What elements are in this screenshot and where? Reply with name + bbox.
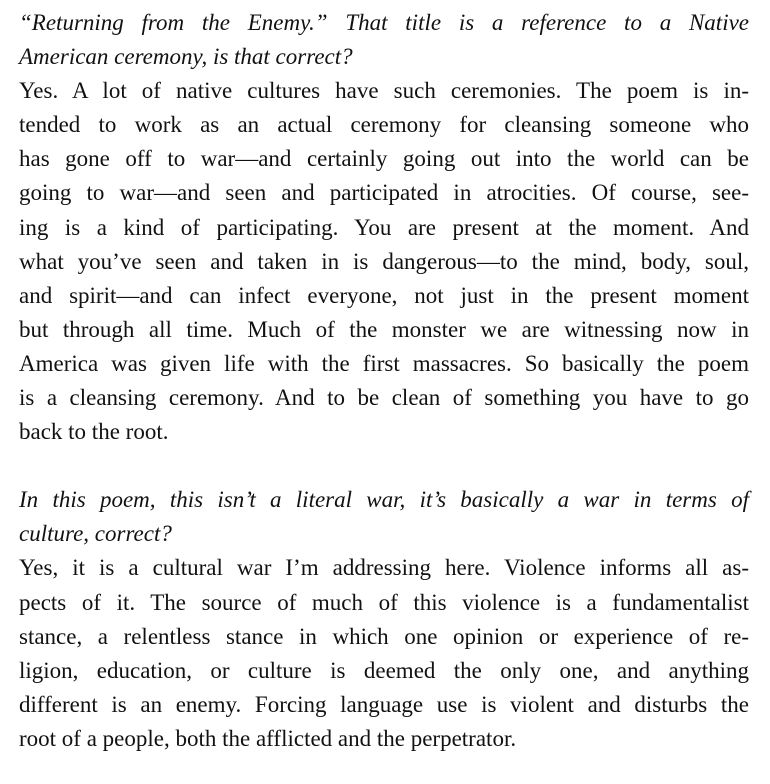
answer-line: ligion, education, or culture is deemed the only one, and anything: [19, 657, 749, 683]
question-line: In this poem, this isn’t a literal war, it’s basically a war in terms of: [19, 487, 749, 513]
answer-line: tended to work as an actual ceremony for cleansing someone who: [19, 112, 749, 138]
answer-line: going to war—and seen and participated in atrocities. Of course, see-: [19, 180, 749, 206]
answer-line: but through all time. Much of the monster we are witnessing now in: [19, 316, 749, 342]
answer-line: back to the root.: [19, 419, 169, 445]
question-line: “Returning from the Enemy.” That title is a reference to a Native: [19, 10, 749, 35]
answer: [19, 74, 749, 449]
qa-block-2: [19, 483, 749, 756]
answer-line: has gone off to war—and certainly going out into the world can be: [19, 146, 749, 172]
answer-line: what you’ve seen and taken in is dangerous—to the mind, body, soul,: [19, 248, 749, 274]
answer-line: different is an enemy. Forcing language use is violent and disturbs the: [19, 691, 749, 717]
answer-line: is a cleansing ceremony. And to be clean of something you have to go: [19, 385, 749, 411]
question: [19, 6, 749, 74]
answer-line: Yes, it is a cultural war I’m addressing here. Violence informs all as-: [19, 555, 749, 581]
question-line: culture, correct?: [19, 521, 172, 547]
answer-line: and spirit—and can infect everyone, not just in the present moment: [19, 282, 749, 308]
answer-line: root of a people, both the afflicted and the perpetrator.: [19, 725, 517, 751]
answer-line: stance, a relentless stance in which one opinion or experience of re-: [19, 623, 749, 649]
qa-block-1: [19, 6, 749, 449]
question-line: American ceremony, is that correct?: [19, 44, 353, 70]
answer-line: America was given life with the first massacres. So basically the poem: [19, 350, 749, 376]
answer-line: pects of it. The source of much of this violence is a fundamentalist: [19, 589, 749, 615]
answer-line: ing is a kind of participating. You are present at the moment. And: [19, 214, 749, 240]
question: [19, 483, 749, 551]
answer-line: Yes. A lot of native cultures have such ceremonies. The poem is in-: [19, 78, 749, 104]
answer: [19, 551, 749, 756]
